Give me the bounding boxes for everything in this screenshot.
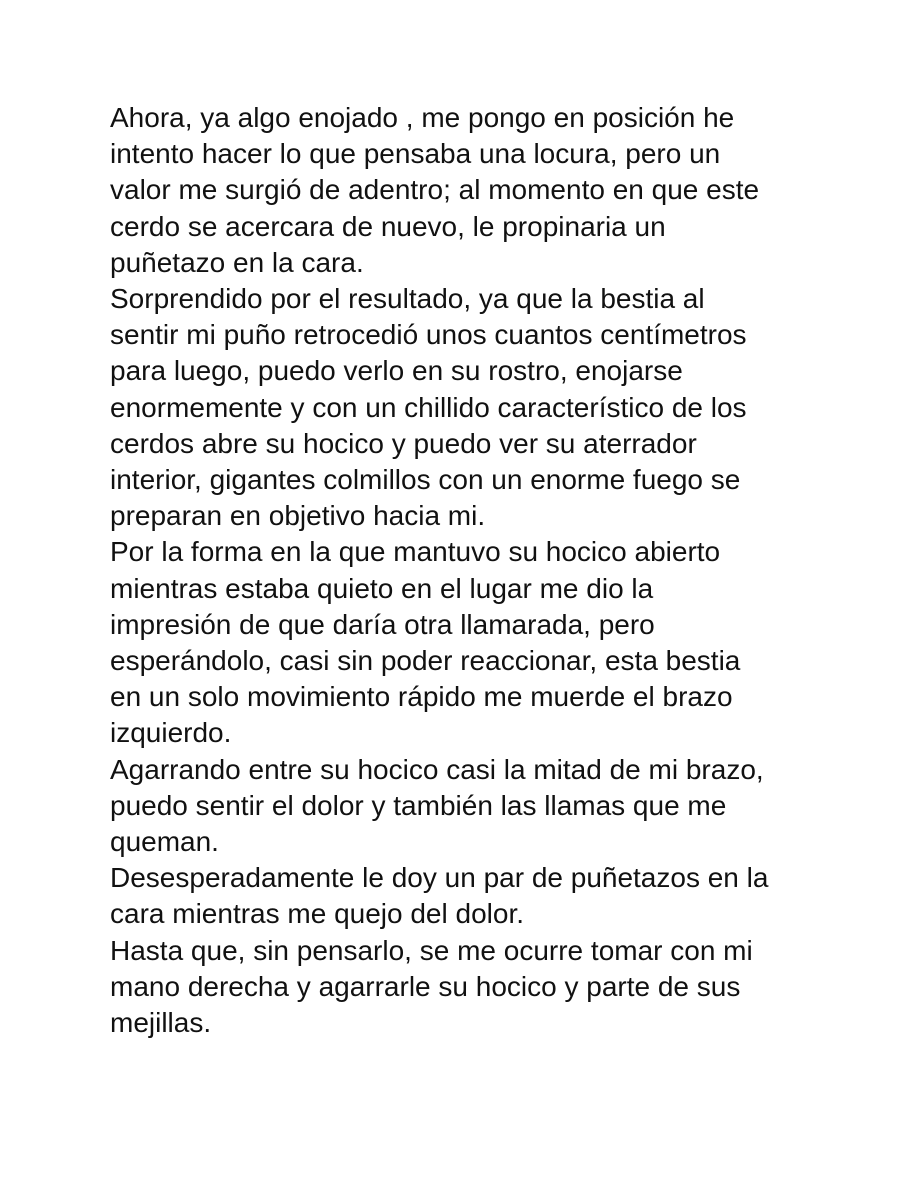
paragraph-4-line-3: queman. — [110, 826, 219, 858]
paragraph-3-line-1: Por la forma en la que mantuvo su hocico abierto — [110, 536, 721, 568]
paragraph-2-line-2: sentir mi puño retrocedió unos cuantos centímetros — [110, 319, 747, 351]
paragraph-4-line-2: puedo sentir el dolor y también las llamas que me — [110, 789, 727, 821]
paragraph-6-line-1: Hasta que, sin pensarlo, se me ocurre tomar con mi — [110, 934, 753, 966]
paragraph-2-line-6: interior, gigantes colmillos con un enorme fuego se — [110, 464, 741, 496]
paragraph-1-line-4: cerdo se acercara de nuevo, le propinaria un — [110, 210, 666, 242]
paragraph-4-line-1: Agarrando entre su hocico casi la mitad de mi brazo, — [110, 753, 764, 785]
document-body — [110, 100, 810, 1041]
paragraph-2-line-4: enormemente y con un chillido característico de los — [110, 391, 747, 423]
paragraph-3-line-4: esperándolo, casi sin poder reaccionar, esta bestia — [110, 645, 741, 677]
paragraph-1-line-2: intento hacer lo que pensaba una locura, pero un — [110, 138, 721, 170]
paragraph-1-line-1: Ahora, ya algo enojado , me pongo en posición he — [110, 102, 735, 133]
paragraph-5-line-1: Desesperadamente le doy un par de puñetazos en la — [110, 862, 769, 894]
paragraph-3-line-3: impresión de que daría otra llamarada, pero — [110, 608, 655, 640]
paragraph-3-line-6: izquierdo. — [110, 717, 232, 749]
paragraph-5-line-2: cara mientras me quejo del dolor. — [110, 898, 524, 930]
paragraph-3-line-5: en un solo movimiento rápido me muerde el brazo — [110, 681, 733, 713]
paragraph-2-line-7: preparan en objetivo hacia mi. — [110, 500, 486, 532]
paragraph-3-line-2: mientras estaba quieto en el lugar me dio la — [110, 572, 654, 604]
paragraph-2-line-1: Sorprendido por el resultado, ya que la bestia al — [110, 283, 705, 315]
paragraph-6-line-2: mano derecha y agarrarle su hocico y parte de sus — [110, 970, 741, 1002]
paragraph-2-line-3: para luego, puedo verlo en su rostro, enojarse — [110, 355, 683, 387]
paragraph-2-line-5: cerdos abre su hocico y puedo ver su aterrador — [110, 427, 697, 459]
paragraph-1-line-3: valor me surgió de adentro; al momento en que este — [110, 174, 760, 206]
paragraph-1-line-5: puñetazo en la cara. — [110, 246, 364, 278]
paragraph-6-line-3: mejillas. — [110, 1007, 212, 1039]
